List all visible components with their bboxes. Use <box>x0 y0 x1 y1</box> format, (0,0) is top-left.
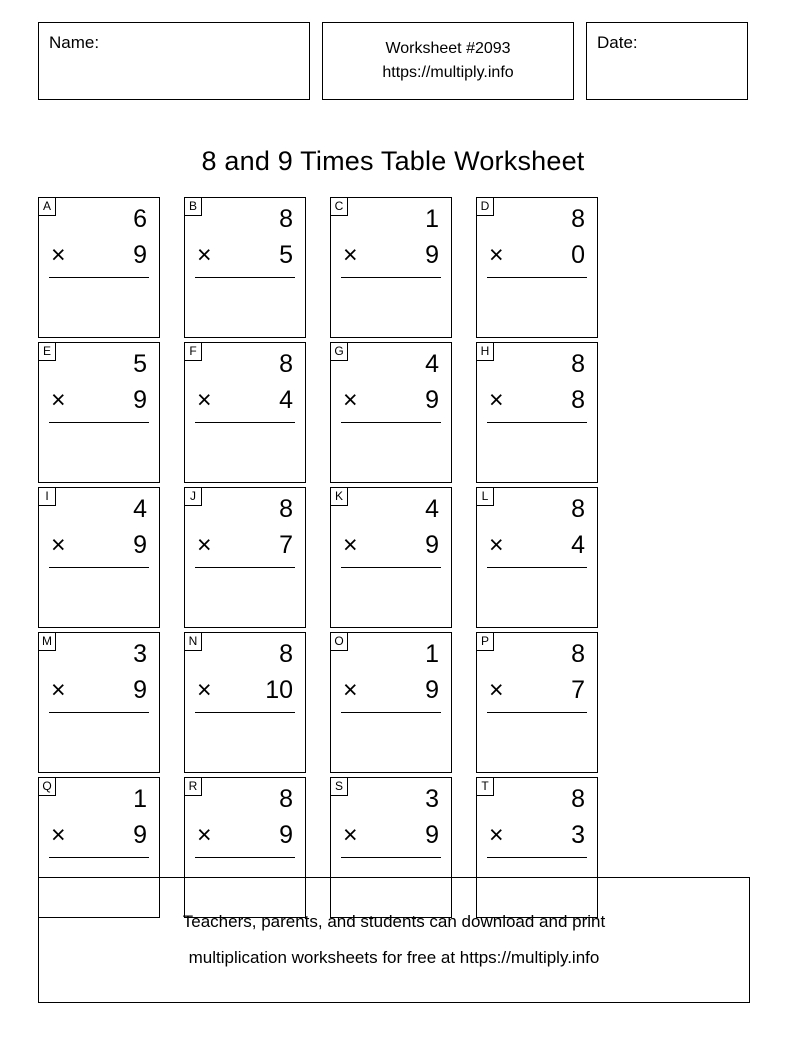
answer-rule <box>487 712 587 713</box>
multiplicand: 8 <box>571 350 585 378</box>
multiplier: 4 <box>571 531 585 559</box>
problem-a[interactable] <box>38 197 160 338</box>
answer-rule <box>49 712 149 713</box>
footer-line-1: Teachers, parents, and students can download and print <box>182 912 606 932</box>
answer-rule <box>195 857 295 858</box>
problem-label: D <box>477 198 494 216</box>
operator-icon: × <box>197 821 212 849</box>
multiplicand: 8 <box>279 785 293 813</box>
problem-cell <box>330 342 476 487</box>
multiplier: 9 <box>133 386 147 414</box>
multiplicand: 8 <box>279 640 293 668</box>
multiplier: 9 <box>425 386 439 414</box>
answer-rule <box>487 567 587 568</box>
problem-b[interactable] <box>184 197 306 338</box>
problem-label: O <box>331 633 348 651</box>
operator-icon: × <box>51 241 66 269</box>
operator-icon: × <box>343 821 358 849</box>
answer-rule <box>195 422 295 423</box>
problem-cell <box>38 632 184 777</box>
multiplicand: 4 <box>425 495 439 523</box>
multiplicand: 1 <box>425 205 439 233</box>
operator-icon: × <box>197 241 212 269</box>
problem-p[interactable] <box>476 632 598 773</box>
problem-j[interactable] <box>184 487 306 628</box>
problem-label: R <box>185 778 202 796</box>
multiplicand: 8 <box>279 350 293 378</box>
operator-icon: × <box>197 386 212 414</box>
operator-icon: × <box>489 241 504 269</box>
problem-cell <box>184 632 330 777</box>
multiplicand: 8 <box>571 785 585 813</box>
problem-label: J <box>185 488 202 506</box>
operator-icon: × <box>197 531 212 559</box>
multiplicand: 1 <box>425 640 439 668</box>
problem-cell <box>476 197 622 342</box>
answer-rule <box>341 277 441 278</box>
problem-c[interactable] <box>330 197 452 338</box>
multiplicand: 4 <box>425 350 439 378</box>
operator-icon: × <box>51 386 66 414</box>
problem-e[interactable] <box>38 342 160 483</box>
multiplier: 9 <box>425 241 439 269</box>
problem-k[interactable] <box>330 487 452 628</box>
answer-rule <box>487 277 587 278</box>
answer-rule <box>341 857 441 858</box>
problem-d[interactable] <box>476 197 598 338</box>
problem-cell <box>184 197 330 342</box>
multiplier: 9 <box>133 241 147 269</box>
multiplier: 9 <box>133 676 147 704</box>
multiplier: 9 <box>425 531 439 559</box>
operator-icon: × <box>51 676 66 704</box>
problem-g[interactable] <box>330 342 452 483</box>
footer-note <box>38 877 750 1003</box>
site-url: https://multiply.info <box>382 64 514 81</box>
problem-h[interactable] <box>476 342 598 483</box>
problem-label: E <box>39 343 56 361</box>
operator-icon: × <box>343 241 358 269</box>
answer-rule <box>195 567 295 568</box>
answer-rule <box>49 422 149 423</box>
problem-cell <box>476 487 622 632</box>
problem-n[interactable] <box>184 632 306 773</box>
problem-label: S <box>331 778 348 796</box>
problem-f[interactable] <box>184 342 306 483</box>
problem-label: L <box>477 488 494 506</box>
multiplicand: 1 <box>133 785 147 813</box>
problem-label: M <box>39 633 56 651</box>
problem-label: Q <box>39 778 56 796</box>
page-title: 8 and 9 Times Table Worksheet <box>201 146 585 177</box>
problem-cell <box>330 632 476 777</box>
answer-rule <box>195 712 295 713</box>
operator-icon: × <box>489 386 504 414</box>
problem-cell <box>184 342 330 487</box>
multiplicand: 3 <box>133 640 147 668</box>
operator-icon: × <box>489 676 504 704</box>
problem-label: F <box>185 343 202 361</box>
header <box>38 22 748 100</box>
operator-icon: × <box>489 821 504 849</box>
multiplier: 10 <box>265 676 293 704</box>
multiplicand: 4 <box>133 495 147 523</box>
multiplier: 8 <box>571 386 585 414</box>
multiplier: 4 <box>279 386 293 414</box>
problem-cell <box>38 342 184 487</box>
answer-rule <box>341 567 441 568</box>
multiplicand: 5 <box>133 350 147 378</box>
multiplier: 9 <box>425 821 439 849</box>
problem-label: P <box>477 633 494 651</box>
problem-label: I <box>39 488 56 506</box>
problem-cell <box>38 197 184 342</box>
problem-m[interactable] <box>38 632 160 773</box>
multiplier: 7 <box>279 531 293 559</box>
operator-icon: × <box>489 531 504 559</box>
multiplicand: 8 <box>571 205 585 233</box>
problem-cell <box>476 632 622 777</box>
problem-label: B <box>185 198 202 216</box>
problem-l[interactable] <box>476 487 598 628</box>
problem-i[interactable] <box>38 487 160 628</box>
multiplier: 3 <box>571 821 585 849</box>
answer-rule <box>195 277 295 278</box>
multiplier: 9 <box>279 821 293 849</box>
multiplicand: 8 <box>279 205 293 233</box>
date-field[interactable] <box>586 22 748 100</box>
answer-rule <box>49 567 149 568</box>
operator-icon: × <box>343 676 358 704</box>
problem-cell <box>38 487 184 632</box>
answer-rule <box>341 422 441 423</box>
problem-cell <box>330 487 476 632</box>
problem-label: C <box>331 198 348 216</box>
operator-icon: × <box>197 676 212 704</box>
answer-rule <box>49 277 149 278</box>
operator-icon: × <box>343 531 358 559</box>
date-label: Date: <box>597 33 638 52</box>
worksheet-id: Worksheet #2093 <box>385 40 511 57</box>
multiplicand: 6 <box>133 205 147 233</box>
answer-rule <box>49 857 149 858</box>
problem-cell <box>184 487 330 632</box>
multiplier: 0 <box>571 241 585 269</box>
multiplier: 9 <box>133 821 147 849</box>
multiplicand: 8 <box>279 495 293 523</box>
answer-rule <box>487 857 587 858</box>
operator-icon: × <box>343 386 358 414</box>
worksheet-info <box>322 22 574 100</box>
answer-rule <box>487 422 587 423</box>
multiplier: 7 <box>571 676 585 704</box>
problem-grid <box>38 197 750 922</box>
operator-icon: × <box>51 821 66 849</box>
name-label: Name: <box>49 33 100 52</box>
multiplicand: 3 <box>425 785 439 813</box>
problem-label: N <box>185 633 202 651</box>
problem-label: G <box>331 343 348 361</box>
problem-o[interactable] <box>330 632 452 773</box>
problem-cell <box>330 197 476 342</box>
problem-label: T <box>477 778 494 796</box>
problem-label: A <box>39 198 56 216</box>
multiplicand: 8 <box>571 640 585 668</box>
footer-line-2: multiplication worksheets for free at https://multiply.info <box>188 948 600 967</box>
problem-label: H <box>477 343 494 361</box>
answer-rule <box>341 712 441 713</box>
name-field[interactable] <box>38 22 310 100</box>
operator-icon: × <box>51 531 66 559</box>
multiplier: 9 <box>133 531 147 559</box>
multiplier: 5 <box>279 241 293 269</box>
problem-label: K <box>331 488 348 506</box>
problem-cell <box>476 342 622 487</box>
multiplier: 9 <box>425 676 439 704</box>
multiplicand: 8 <box>571 495 585 523</box>
